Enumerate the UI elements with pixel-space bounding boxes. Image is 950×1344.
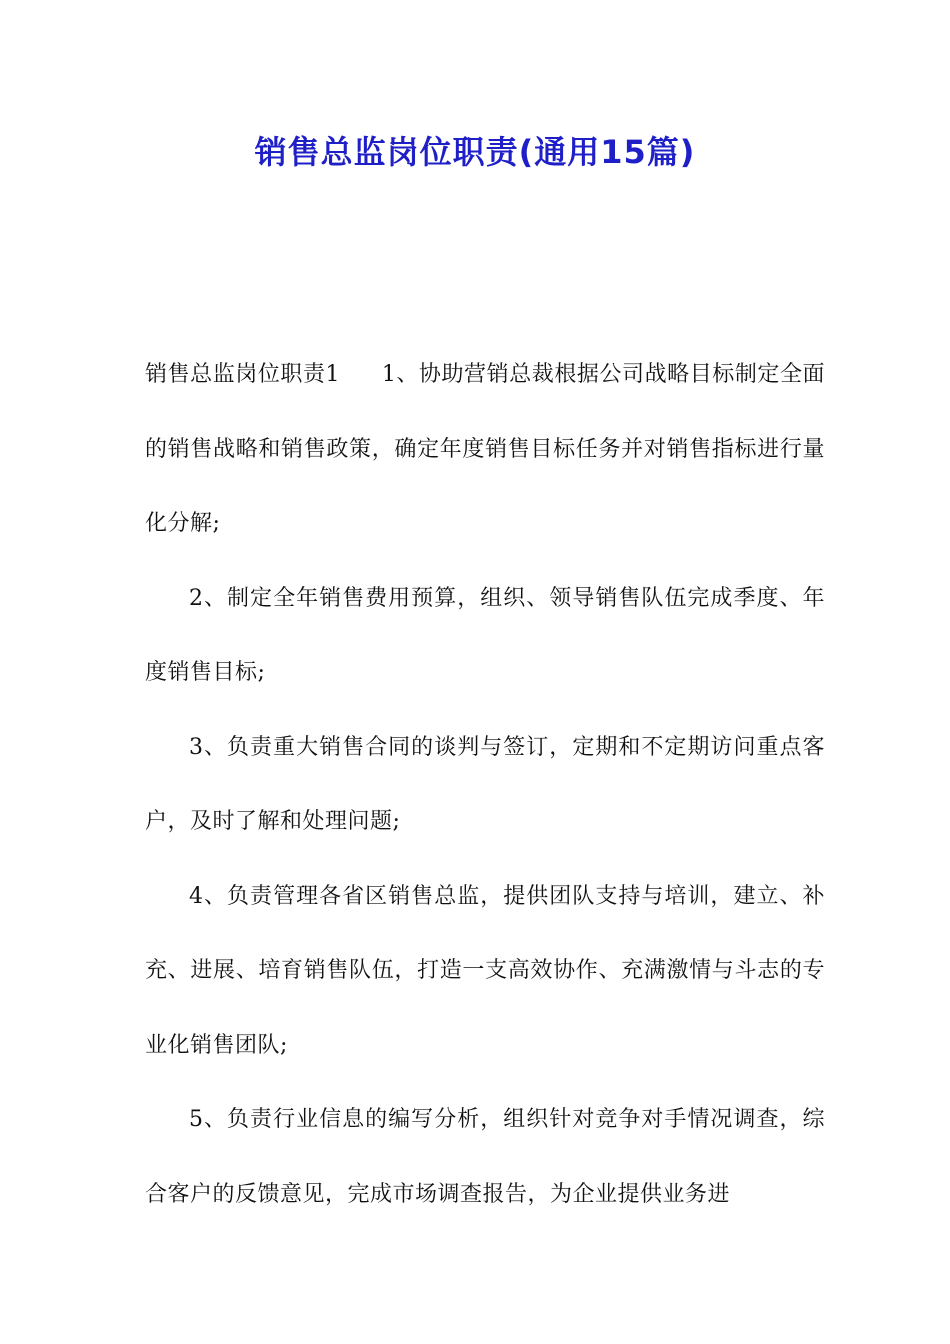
paragraph-4: 4、负责管理各省区销售总监，提供团队支持与培训，建立、补充、进展、培育销售队伍，打造一支高效协作、充满激情与斗志的专业化销售团队; xyxy=(145,883,825,1058)
document-title: 销售总监岗位职责(通用15篇) xyxy=(254,133,696,171)
paragraph-1 xyxy=(145,338,825,562)
paragraph-1-text: 1、协助营销总裁根据公司战略目标制定全面的销售战略和销售政策，确定年度销售目标任务并对销售指标进行量化分解; xyxy=(145,362,826,536)
document-body xyxy=(145,338,825,1232)
paragraph-3: 3、负责重大销售合同的谈判与签订，定期和不定期访问重点客户，及时了解和处理问题; xyxy=(145,734,825,834)
paragraph-5: 5、负责行业信息的编写分析，组织针对竞争对手情况调查，综合客户的反馈意见，完成市场调查报告，为企业提供业务进 xyxy=(145,1107,825,1207)
paragraph-2: 2、制定全年销售费用预算，组织、领导销售队伍完成季度、年度销售目标; xyxy=(145,585,825,685)
section-heading: 销售总监岗位职责1 xyxy=(145,362,341,387)
